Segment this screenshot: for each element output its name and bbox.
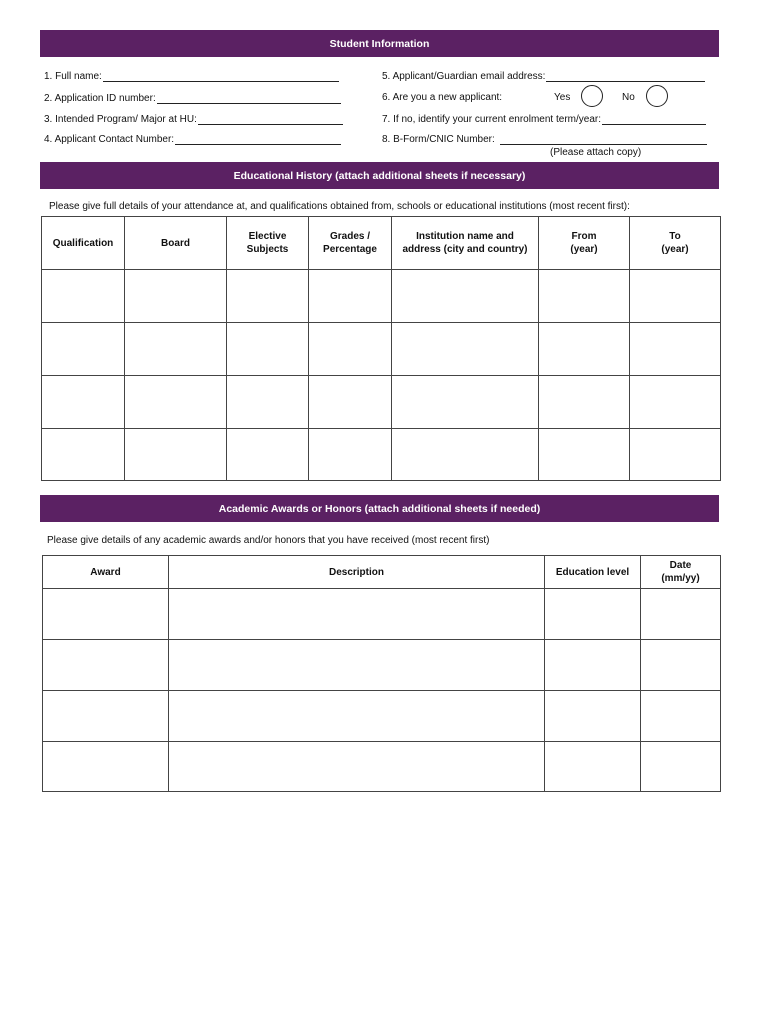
to-year-header: To (year) [630, 217, 721, 270]
contact-number-field [44, 133, 341, 145]
full-name-label: 1. Full name: [44, 71, 102, 82]
table-cell[interactable] [392, 323, 539, 376]
education-instructions: Please give full details of your attendance at, and qualifications obtained from, schools or educational institutions (most recent first): [49, 201, 630, 212]
academic-awards-header [40, 495, 719, 522]
table-row [42, 429, 721, 481]
table-cell[interactable] [539, 270, 630, 323]
table-cell[interactable] [539, 376, 630, 429]
table-cell[interactable] [392, 376, 539, 429]
email-input-line[interactable] [546, 70, 705, 82]
table-cell[interactable] [309, 270, 392, 323]
table-cell[interactable] [169, 640, 545, 691]
table-cell[interactable] [227, 429, 309, 481]
award-header: Award [43, 556, 169, 589]
table-row [43, 742, 721, 792]
table-cell[interactable] [43, 742, 169, 792]
academic-awards-title: Academic Awards or Honors (attach additional sheets if needed) [218, 502, 541, 515]
table-cell[interactable] [169, 589, 545, 640]
grades-header: Grades / Percentage [309, 217, 392, 270]
table-cell[interactable] [227, 376, 309, 429]
table-cell[interactable] [169, 691, 545, 742]
table-cell[interactable] [309, 376, 392, 429]
full-name-input-line[interactable] [103, 70, 339, 82]
table-row [43, 589, 721, 640]
table-cell[interactable] [641, 640, 721, 691]
table-row [42, 270, 721, 323]
intended-program-label: 3. Intended Program/ Major at HU: [44, 114, 197, 125]
enrolment-term-label: 7. If no, identify your current enrolment term/year: [382, 114, 601, 125]
awards-instructions: Please give details of any academic awards and/or honors that you have received (most recent first) [47, 535, 490, 546]
educational-history-header [40, 162, 719, 189]
new-applicant-label: 6. Are you a new applicant: [382, 92, 503, 103]
table-cell[interactable] [545, 640, 641, 691]
table-cell[interactable] [227, 323, 309, 376]
application-id-field [44, 92, 341, 104]
table-cell[interactable] [43, 691, 169, 742]
table-cell[interactable] [125, 270, 227, 323]
awards-header-row [43, 556, 721, 589]
yes-radio-circle[interactable] [581, 85, 603, 107]
table-cell[interactable] [42, 323, 125, 376]
education-table [41, 216, 721, 481]
date-header: Date (mm/yy) [641, 556, 721, 589]
table-row [43, 691, 721, 742]
table-row [42, 376, 721, 429]
board-header: Board [125, 217, 227, 270]
table-cell[interactable] [125, 429, 227, 481]
table-cell[interactable] [641, 589, 721, 640]
awards-table [42, 555, 721, 792]
yes-option-label: Yes [554, 92, 571, 103]
table-cell[interactable] [630, 429, 721, 481]
table-cell[interactable] [641, 742, 721, 792]
table-cell[interactable] [392, 270, 539, 323]
bform-cnic-field [382, 133, 707, 145]
application-id-input-line[interactable] [157, 92, 341, 104]
student-information-header [40, 30, 719, 57]
full-name-field [44, 70, 339, 82]
table-cell[interactable] [42, 270, 125, 323]
table-cell[interactable] [545, 589, 641, 640]
table-row [42, 323, 721, 376]
table-row [43, 640, 721, 691]
institution-header: Institution name and address (city and country) [392, 217, 539, 270]
no-radio-circle[interactable] [646, 85, 668, 107]
table-cell[interactable] [42, 376, 125, 429]
intended-program-field [44, 113, 343, 125]
table-cell[interactable] [641, 691, 721, 742]
student-information-title: Student Information [329, 37, 430, 50]
table-cell[interactable] [309, 429, 392, 481]
contact-number-input-line[interactable] [175, 133, 341, 145]
no-option-label: No [622, 92, 635, 103]
table-cell[interactable] [630, 270, 721, 323]
email-label: 5. Applicant/Guardian email address: [382, 71, 546, 82]
table-cell[interactable] [125, 323, 227, 376]
enrolment-term-field [382, 113, 706, 125]
intended-program-input-line[interactable] [198, 113, 343, 125]
from-year-header: From (year) [539, 217, 630, 270]
table-cell[interactable] [42, 429, 125, 481]
table-cell[interactable] [539, 323, 630, 376]
table-cell[interactable] [43, 589, 169, 640]
qualification-header: Qualification [42, 217, 125, 270]
table-cell[interactable] [539, 429, 630, 481]
table-cell[interactable] [227, 270, 309, 323]
table-cell[interactable] [630, 376, 721, 429]
table-cell[interactable] [392, 429, 539, 481]
elective-subjects-header: Elective Subjects [227, 217, 309, 270]
table-cell[interactable] [309, 323, 392, 376]
table-cell[interactable] [545, 691, 641, 742]
bform-cnic-label: 8. B-Form/CNIC Number: [382, 134, 495, 145]
email-field [382, 70, 705, 82]
bform-cnic-input-line[interactable] [500, 133, 707, 145]
contact-number-label: 4. Applicant Contact Number: [44, 134, 175, 145]
application-id-label: 2. Application ID number: [44, 93, 156, 104]
education-header-row [42, 217, 721, 270]
attach-copy-note: (Please attach copy) [550, 147, 642, 158]
enrolment-term-input-line[interactable] [602, 113, 706, 125]
education-level-header: Education level [545, 556, 641, 589]
table-cell[interactable] [169, 742, 545, 792]
table-cell[interactable] [630, 323, 721, 376]
table-cell[interactable] [545, 742, 641, 792]
table-cell[interactable] [43, 640, 169, 691]
table-cell[interactable] [125, 376, 227, 429]
educational-history-title: Educational History (attach additional sheets if necessary) [233, 169, 526, 182]
description-header: Description [169, 556, 545, 589]
